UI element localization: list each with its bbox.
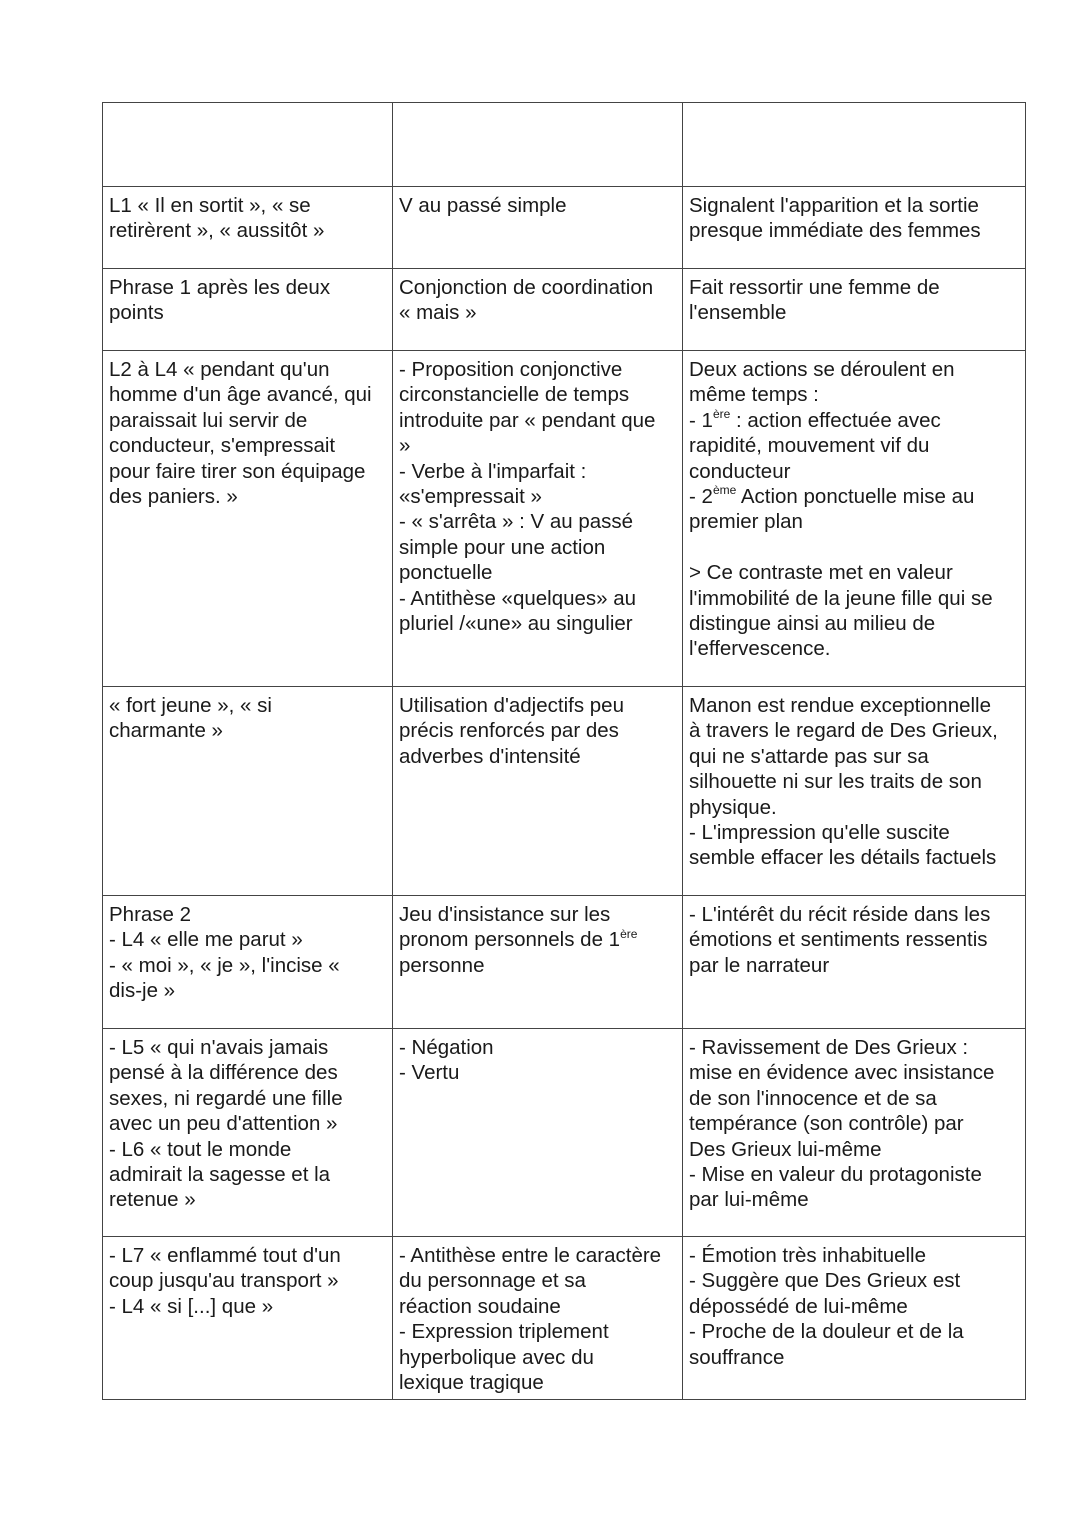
table-row <box>103 187 1026 269</box>
citation-cell <box>103 269 393 351</box>
table-row <box>103 687 1026 896</box>
text-line: - Expression triplement <box>399 1320 609 1344</box>
text-segment: Action ponctuelle mise au <box>736 485 975 509</box>
text-line: retirèrent », « aussitôt » <box>109 219 325 243</box>
text-line: - L7 « enflammé tout d'un <box>109 1244 341 1267</box>
text-line: homme d'un âge avancé, qui <box>109 383 372 407</box>
text-line: Fait ressortir une femme de <box>689 276 940 299</box>
text-line: Conjonction de coordination <box>399 276 654 299</box>
interpretation-cell <box>683 1237 1026 1400</box>
text-line: Signalent l'apparition et la sortie <box>689 194 979 217</box>
text-line: retenue » <box>109 1188 196 1212</box>
text-line: - L'impression qu'elle suscite <box>689 821 950 845</box>
blank-line <box>689 535 1019 560</box>
text-line: à travers le regard de Des Grieux, <box>689 719 998 743</box>
text-line: tempérance (son contrôle) par <box>689 1112 964 1136</box>
text-line: - « moi », « je », l'incise « <box>109 953 340 977</box>
text-line: personne <box>399 953 485 977</box>
text-line: ponctuelle <box>399 561 493 585</box>
text-line: pour faire tirer son équipage <box>109 459 366 483</box>
superscript: ère <box>712 406 731 421</box>
text-line: » <box>399 434 411 458</box>
text-line: du personnage et sa <box>399 1269 586 1293</box>
text-line: - Suggère que Des Grieux est <box>689 1269 961 1293</box>
text-line: charmante » <box>109 719 223 743</box>
text-line: distingue ainsi au milieu de <box>689 612 936 636</box>
procede-cell <box>393 1029 683 1237</box>
text-line: - Antithèse entre le caractère <box>399 1244 662 1267</box>
citation-cell <box>103 1237 393 1400</box>
text-line: avec un peu d'attention » <box>109 1112 338 1136</box>
superscript: ère <box>620 926 638 941</box>
text-line: physique. <box>689 795 777 819</box>
text-line: Phrase 1 après les deux <box>109 276 331 299</box>
text-line: semble effacer les détails factuels <box>689 846 997 870</box>
procede-cell <box>393 687 683 896</box>
text-line: même temps : <box>689 383 819 407</box>
interpretation-cell <box>683 187 1026 269</box>
text-segment: : action effectuée avec <box>730 408 941 432</box>
superscript: ème <box>712 483 737 498</box>
procede-cell <box>393 1237 683 1400</box>
text-line: points <box>109 301 164 325</box>
text-line <box>399 927 676 952</box>
interpretation-cell <box>683 1029 1026 1237</box>
text-segment: - 2 <box>689 485 713 509</box>
text-line: - Antithèse «quelques» au <box>399 586 637 610</box>
text-line: silhouette ni sur les traits de son <box>689 770 982 794</box>
text-line: introduite par « pendant que <box>399 408 656 432</box>
table-body <box>103 103 1026 1400</box>
citation-cell <box>103 187 393 269</box>
table-row <box>103 351 1026 687</box>
text-line: réaction soudaine <box>399 1294 561 1318</box>
text-line: L1 « Il en sortit », « se <box>109 194 311 217</box>
text-line: adverbes d'intensité <box>399 744 581 768</box>
interpretation-cell <box>683 351 1026 687</box>
text-line: « fort jeune », « si <box>109 694 272 717</box>
text-line: souffrance <box>689 1345 785 1369</box>
text-line: > Ce contraste met en valeur <box>689 561 953 585</box>
citation-cell <box>103 103 393 187</box>
text-line: - L4 « elle me parut » <box>109 928 303 952</box>
text-line: admirait la sagesse et la <box>109 1163 331 1187</box>
text-line: pensé à la différence des <box>109 1061 338 1085</box>
procede-cell <box>393 351 683 687</box>
text-line: sexes, ni regardé une fille <box>109 1086 343 1110</box>
text-segment: pronom personnels de 1 <box>399 928 621 952</box>
interpretation-cell <box>683 269 1026 351</box>
text-segment: - 1 <box>689 408 713 432</box>
interpretation-cell <box>683 896 1026 1029</box>
table-row <box>103 103 1026 187</box>
text-line: dépossédé de lui-même <box>689 1294 908 1318</box>
text-line: - Négation <box>399 1036 494 1059</box>
citation-cell <box>103 351 393 687</box>
table-row <box>103 1029 1026 1237</box>
text-line: qui ne s'attarde pas sur sa <box>689 744 929 768</box>
text-line: « mais » <box>399 301 477 325</box>
text-line: conducteur <box>689 459 791 483</box>
text-line: - L'intérêt du récit réside dans les <box>689 903 991 926</box>
text-line: - L6 « tout le monde <box>109 1137 292 1161</box>
interpretation-cell <box>683 687 1026 896</box>
text-line: presque immédiate des femmes <box>689 219 981 243</box>
text-line <box>689 408 1019 433</box>
text-line: précis renforcés par des <box>399 719 619 743</box>
text-line: «s'empressait » <box>399 485 542 509</box>
text-line: Jeu d'insistance sur les <box>399 903 611 926</box>
text-line: - Ravissement de Des Grieux : <box>689 1036 969 1059</box>
analysis-table <box>102 102 1026 1400</box>
text-line: - L4 « si [...] que » <box>109 1294 274 1318</box>
text-line: - « s'arrêta » : V au passé <box>399 510 634 534</box>
table-row <box>103 269 1026 351</box>
text-line: simple pour une action <box>399 535 606 559</box>
text-line: hyperbolique avec du <box>399 1345 594 1369</box>
text-line: conducteur, s'empressait <box>109 434 336 458</box>
text-line: mise en évidence avec insistance <box>689 1061 995 1085</box>
text-line: - Vertu <box>399 1061 460 1085</box>
procede-cell <box>393 103 683 187</box>
text-line: coup jusqu'au transport » <box>109 1269 339 1293</box>
procede-cell <box>393 187 683 269</box>
text-line: des paniers. » <box>109 485 238 509</box>
text-line: émotions et sentiments ressentis <box>689 928 988 952</box>
text-line: Phrase 2 <box>109 903 192 926</box>
text-line: - Mise en valeur du protagoniste <box>689 1163 982 1187</box>
citation-cell <box>103 896 393 1029</box>
text-line: de son l'innocence et de sa <box>689 1086 937 1110</box>
text-line: dis-je » <box>109 979 176 1003</box>
text-line: paraissait lui servir de <box>109 408 308 432</box>
text-line: pluriel /«une» au singulier <box>399 612 633 636</box>
citation-cell <box>103 687 393 896</box>
citation-cell <box>103 1029 393 1237</box>
text-line: - Proposition conjonctive <box>399 358 623 381</box>
text-line: - Émotion très inhabituelle <box>689 1244 927 1267</box>
text-line: l'immobilité de la jeune fille qui se <box>689 586 993 610</box>
text-line: L2 à L4 « pendant qu'un <box>109 358 330 381</box>
table-row <box>103 1237 1026 1400</box>
text-line: rapidité, mouvement vif du <box>689 434 930 458</box>
text-line: circonstancielle de temps <box>399 383 630 407</box>
text-line: l'ensemble <box>689 301 787 325</box>
text-line: - Verbe à l'imparfait : <box>399 459 587 483</box>
interpretation-cell <box>683 103 1026 187</box>
procede-cell <box>393 896 683 1029</box>
text-line: Manon est rendue exceptionnelle <box>689 694 992 717</box>
text-line: Utilisation d'adjectifs peu <box>399 694 624 717</box>
text-line: - L5 « qui n'avais jamais <box>109 1036 329 1059</box>
procede-cell <box>393 269 683 351</box>
text-line: lexique tragique <box>399 1371 544 1395</box>
text-line: par le narrateur <box>689 953 830 977</box>
text-line: par lui-même <box>689 1188 809 1212</box>
table-row <box>103 896 1026 1029</box>
text-line: Des Grieux lui-même <box>689 1137 882 1161</box>
text-line: premier plan <box>689 510 803 534</box>
text-line: V au passé simple <box>399 194 567 217</box>
text-line: l'effervescence. <box>689 637 831 661</box>
text-line: Deux actions se déroulent en <box>689 358 955 381</box>
text-line <box>689 484 1019 509</box>
text-line: - Proche de la douleur et de la <box>689 1320 964 1344</box>
